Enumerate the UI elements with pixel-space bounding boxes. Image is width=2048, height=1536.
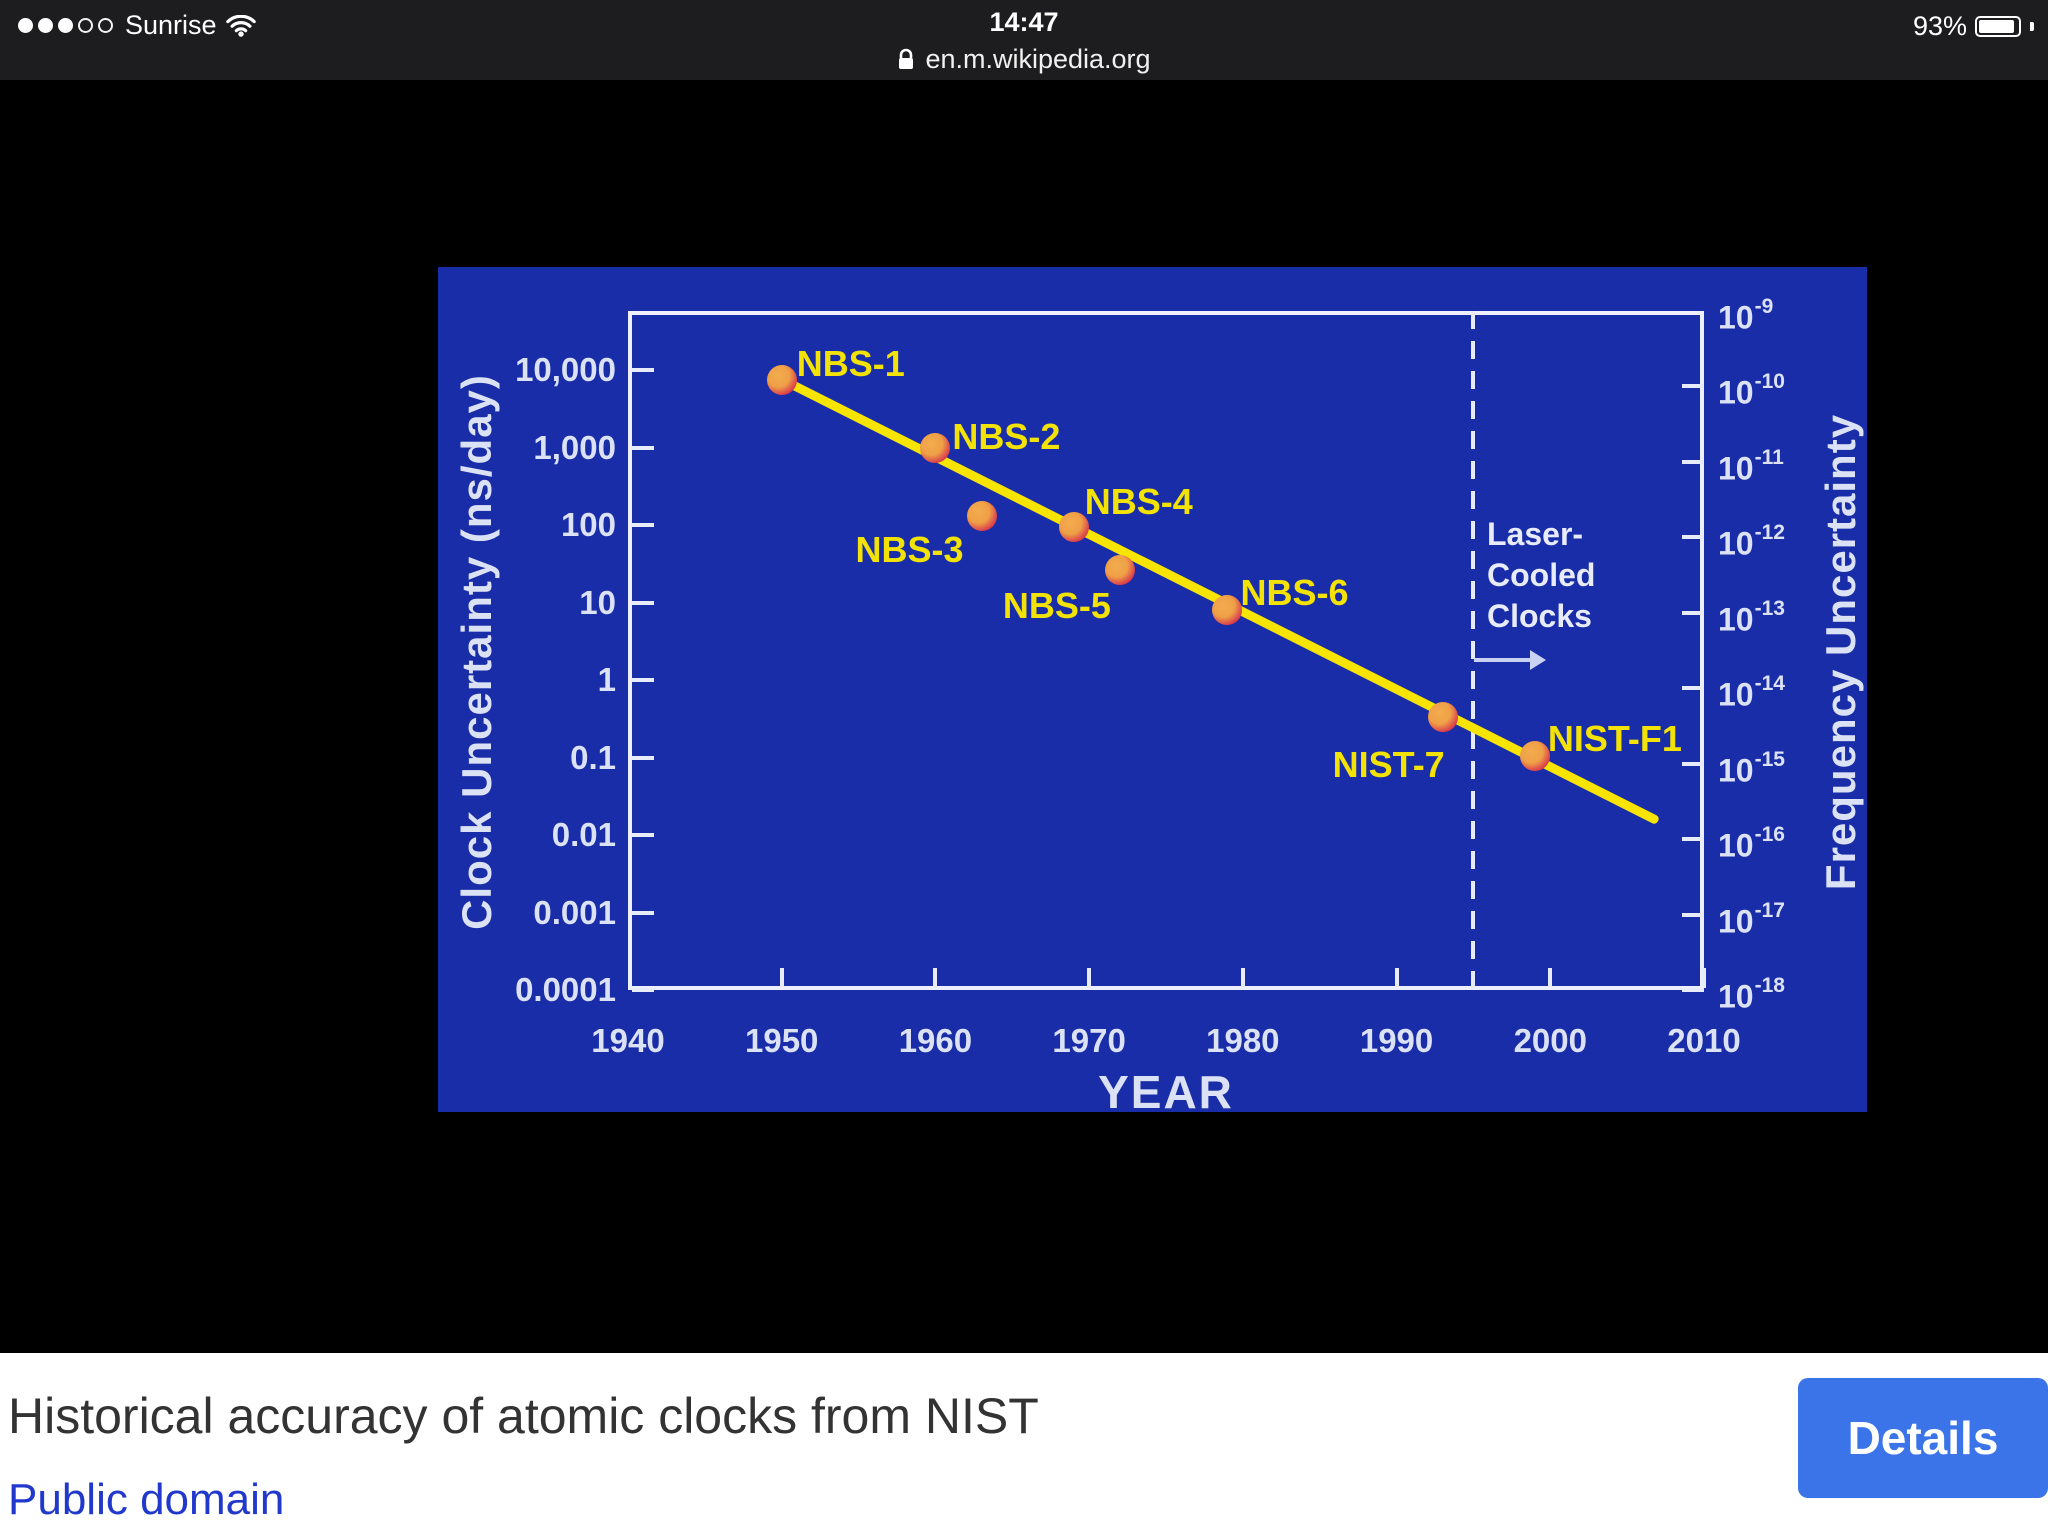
x-axis-tick-label: 2010 [1667,1022,1741,1059]
x-axis-tick [780,968,784,988]
y-axis-right-tick [1682,686,1704,690]
y-axis-right-tick [1682,535,1704,539]
y-axis-left-tick [632,911,654,915]
y-axis-right-tick [1682,460,1704,464]
exponent-base: 10 [1718,450,1754,487]
exponent-value: -9 [1754,295,1774,318]
y-axis-left-title: Clock Uncertainty (ns/day) [453,374,500,930]
battery-icon [1975,16,2021,37]
y-axis-right-tick [1682,913,1704,917]
y-axis-left-tick-label: 100 [560,506,616,543]
right-arrow-head [1530,650,1546,670]
x-axis-tick [1395,968,1399,988]
y-axis-left-tick-label: 0.0001 [515,971,616,1008]
battery-percent: 93% [1912,11,1967,41]
laser-cooled-era-dashed-line [1471,311,1475,990]
y-axis-left-tick [632,678,654,682]
x-axis-tick [1548,968,1552,988]
annotation-line-2: Cooled [1487,557,1596,593]
x-axis-title: YEAR [1098,1066,1234,1118]
y-axis-right-tick [1682,611,1704,615]
data-point-label-nbs-3: NBS-3 [855,529,964,571]
data-point-nist-f1 [1520,741,1550,771]
y-axis-left-tick-label: 1,000 [533,428,616,466]
exponent-base: 10 [1718,827,1754,864]
data-point-nbs-1 [767,365,797,395]
status-time: 14:47 [989,7,1059,37]
y-axis-right-tick-label [1718,517,1784,564]
y-axis-right-tick-label [1718,744,1784,791]
battery-cluster [1913,11,2034,42]
y-axis-right-tick-label [1718,895,1784,942]
public-domain-link[interactable]: Public domain [8,1475,285,1524]
data-point-label-nbs-6: NBS-6 [1240,572,1349,613]
url-text: en.m.wikipedia.org [925,44,1151,74]
exponent-value: -14 [1754,672,1785,696]
y-axis-left-tick-label: 10,000 [515,351,616,388]
x-axis-tick [1087,968,1091,988]
x-axis-tick [1702,968,1706,988]
carrier-name: Sunrise [125,10,217,40]
exponent-value: -16 [1754,823,1785,847]
data-point-label-nist-7: NIST-7 [1332,744,1445,786]
y-axis-right-tick [1682,762,1704,766]
y-axis-left-tick-label: 0.001 [533,893,616,931]
exponent-base: 10 [1718,375,1754,412]
data-point-nbs-2 [920,433,950,463]
image-title: Historical accuracy of atomic clocks from NIST [8,1388,1039,1444]
data-point-label-nbs-4: NBS-4 [1084,480,1193,522]
y-axis-left-tick [632,756,654,760]
exponent-base: 10 [1718,752,1754,789]
exponent-value: -11 [1754,445,1784,469]
y-axis-right-tick-label [1718,442,1783,489]
x-axis-tick [1241,968,1245,988]
annotation-line-3: Clocks [1487,598,1592,634]
y-axis-right-tick-label [1718,593,1784,640]
url-bar[interactable] [0,44,2048,75]
exponent-value: -15 [1754,747,1785,771]
x-axis-tick-label: 2000 [1513,1022,1587,1059]
exponent-base: 10 [1718,903,1754,940]
exponent-base: 10 [1718,978,1754,1015]
y-axis-right-tick-label [1718,291,1772,338]
exponent-base: 10 [1718,601,1754,638]
image-details-footer [0,1353,2048,1536]
y-axis-left-tick [632,988,654,992]
data-point-nbs-3 [967,501,997,531]
exponent-base: 10 [1718,299,1754,336]
y-axis-right-tick [1682,837,1704,841]
exponent-base: 10 [1718,676,1754,713]
exponent-value: -13 [1754,596,1785,620]
y-axis-left-tick [632,523,654,527]
data-point-nist-7 [1428,702,1458,732]
status-bar [0,0,2048,80]
exponent-base: 10 [1718,525,1754,562]
annotation-line-1: Laser- [1487,516,1584,552]
x-axis-tick-label: 1960 [898,1022,973,1059]
data-point-label-nist-f1: NIST-F1 [1547,717,1682,759]
data-point-nbs-5 [1105,555,1135,585]
x-axis-tick [933,968,937,988]
y-axis-left-tick [632,446,654,450]
y-axis-left-tick [632,833,654,837]
exponent-value: -10 [1754,370,1785,394]
exponent-value: -12 [1754,521,1785,545]
details-button[interactable]: Details [1798,1378,2048,1498]
x-axis-tick-label: 1970 [1052,1022,1126,1059]
y-axis-right-tick-label [1718,366,1784,413]
y-axis-left-tick [632,368,654,372]
data-point-label-nbs-1: NBS-1 [796,342,905,384]
laser-cooled-clocks-annotation [1487,514,1595,637]
y-axis-right-title: Frequency Uncertainty [1817,413,1864,891]
x-axis-tick-label: 1980 [1206,1022,1280,1059]
atomic-clock-accuracy-chart [438,267,1867,1118]
y-axis-left-tick-label: 0.01 [551,816,616,853]
right-arrow-shaft [1474,658,1530,662]
y-axis-right-tick-label [1718,970,1784,1017]
exponent-value: -18 [1754,973,1785,997]
exponent-value: -17 [1754,898,1785,922]
data-point-label-nbs-2: NBS-2 [952,415,1061,457]
x-axis-tick-label: 1990 [1359,1022,1434,1059]
x-axis-tick-label: 1950 [744,1022,819,1059]
x-axis-tick-label: 1940 [591,1022,665,1059]
y-axis-left-tick-label: 0.1 [570,738,616,776]
y-axis-right-tick-label [1718,668,1784,715]
data-point-label-nbs-5: NBS-5 [1002,585,1111,627]
y-axis-left-tick [632,601,654,605]
battery-fill [1979,20,2014,33]
y-axis-right-tick-label [1718,819,1784,866]
lock-icon [897,48,915,72]
battery-tip [2030,22,2034,31]
y-axis-right-tick [1682,384,1704,388]
y-axis-right-tick [1682,988,1704,992]
y-axis-left-tick-label: 10 [579,583,616,621]
y-axis-left-tick-label: 1 [597,661,616,698]
